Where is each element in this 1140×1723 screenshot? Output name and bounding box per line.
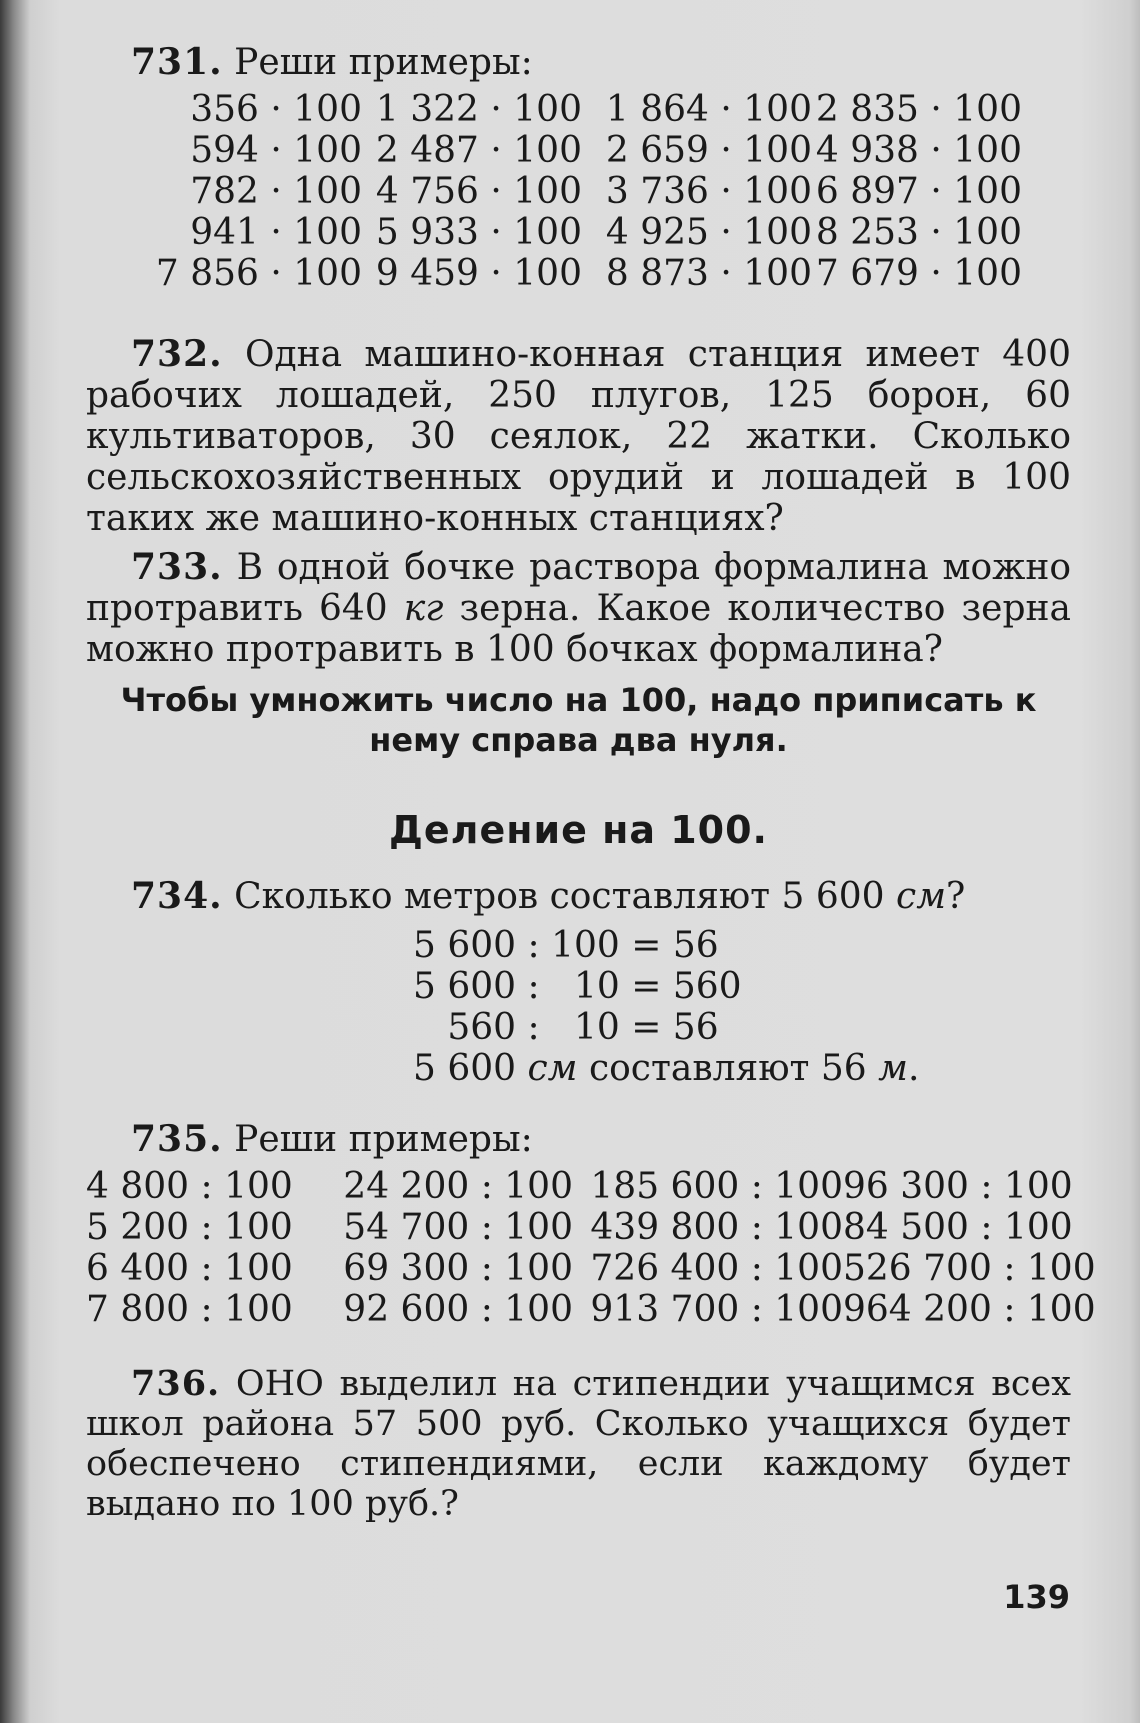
example: 185 600 : 100	[590, 1166, 843, 1207]
example: 594 · 100	[190, 130, 362, 171]
page-number: 139	[1003, 1578, 1070, 1616]
example: 92 600 : 100	[343, 1289, 573, 1330]
problem-text: Реши примеры:	[234, 1119, 533, 1160]
example: 4 756 · 100	[375, 171, 582, 212]
example: 3 736 · 100	[605, 171, 812, 212]
problem-text: Одна машино-конная станция имеет 400 рабочих лошадей, 250 плугов, 125 борон, 60 культиваторов, 30 сеялок, 22 жатки. Сколько сельскохозяйственных орудий и лошадей в 100 таких же машино-конных станциях?	[86, 334, 1071, 539]
problem-731-heading	[86, 40, 1071, 85]
example: 5 933 · 100	[375, 212, 582, 253]
problem-text: В одной бочке раствора формалина можно протравить 640	[86, 547, 1071, 629]
problem-733	[86, 547, 1071, 670]
section-title: Деление на 100.	[389, 808, 768, 852]
example: 6 400 : 100	[86, 1248, 293, 1289]
problem-number: 733.	[131, 546, 223, 588]
rule-text: Чтобы умножить число на 100, надо приписать к нему справа два нуля.	[120, 681, 1037, 759]
problem-text: Реши примеры:	[234, 42, 533, 83]
unit-kg: кг	[403, 588, 444, 629]
problem-731-examples	[86, 89, 1071, 294]
problem-text: Сколько метров составляют 5 600	[234, 876, 897, 917]
example: 9 459 · 100	[375, 253, 582, 294]
example: 356 · 100	[190, 89, 362, 130]
problem-text-continued: зерна. Какое количество зерна можно протравить в 100 бочках формалина?	[86, 588, 1071, 670]
example: 1 864 · 100	[605, 89, 812, 130]
example: 526 700 : 100	[843, 1248, 1096, 1289]
example: 4 800 : 100	[86, 1166, 293, 1207]
problem-text: ОНО выделил на стипендии учащимся всех школ района 57 500 руб. Сколько учащихся будет обеспечено стипендиями, если каждому будет выдано по 100 руб.?	[86, 1364, 1071, 1524]
problem-734-calculation	[86, 925, 1071, 1089]
answer-unit-m: м	[878, 1048, 909, 1089]
answer-period: .	[908, 1048, 920, 1089]
problem-735-heading	[86, 1117, 1071, 1162]
problem-736	[86, 1364, 1071, 1524]
example: 913 700 : 100	[590, 1289, 843, 1330]
calc-line: 5 600 : 100 = 56	[413, 925, 719, 966]
answer-unit-cm: см	[527, 1048, 578, 1089]
example: 2 659 · 100	[605, 130, 812, 171]
problem-734-heading	[86, 874, 1071, 919]
example: 2 487 · 100	[375, 130, 582, 171]
example: 4 925 · 100	[605, 212, 812, 253]
example: 96 300 : 100	[843, 1166, 1073, 1207]
example: 69 300 : 100	[343, 1248, 573, 1289]
example: 2 835 · 100	[815, 89, 1022, 130]
answer-text: составляют 56	[577, 1048, 879, 1089]
problem-number: 732.	[131, 333, 223, 375]
problem-number: 735.	[131, 1118, 223, 1160]
example: 726 400 : 100	[590, 1248, 843, 1289]
example: 7 679 · 100	[815, 253, 1022, 294]
problem-number: 731.	[131, 41, 223, 83]
example: 4 938 · 100	[815, 130, 1022, 171]
example: 84 500 : 100	[843, 1207, 1073, 1248]
page-content	[86, 40, 1096, 1524]
unit-cm: см	[896, 876, 947, 917]
example: 7 856 · 100	[155, 253, 362, 294]
example: 8 253 · 100	[815, 212, 1022, 253]
example: 24 200 : 100	[343, 1166, 573, 1207]
calc-line: 5 600 : 10 = 560	[413, 966, 742, 1007]
example: 5 200 : 100	[86, 1207, 293, 1248]
example: 6 897 · 100	[815, 171, 1022, 212]
answer-number: 5 600	[413, 1048, 528, 1089]
example: 1 322 · 100	[375, 89, 582, 130]
example: 8 873 · 100	[605, 253, 812, 294]
calc-line: 560 : 10 = 56	[413, 1007, 719, 1048]
example: 7 800 : 100	[86, 1289, 293, 1330]
question-mark: ?	[946, 876, 966, 917]
example: 941 · 100	[190, 212, 362, 253]
calc-answer	[413, 1048, 1071, 1089]
problem-number: 734.	[131, 875, 223, 917]
example: 782 · 100	[190, 171, 362, 212]
example: 439 800 : 100	[590, 1207, 843, 1248]
example: 964 200 : 100	[843, 1289, 1096, 1330]
problem-732	[86, 334, 1071, 539]
example: 54 700 : 100	[343, 1207, 573, 1248]
problem-735-examples	[86, 1166, 1096, 1330]
problem-number: 736.	[131, 1363, 221, 1404]
